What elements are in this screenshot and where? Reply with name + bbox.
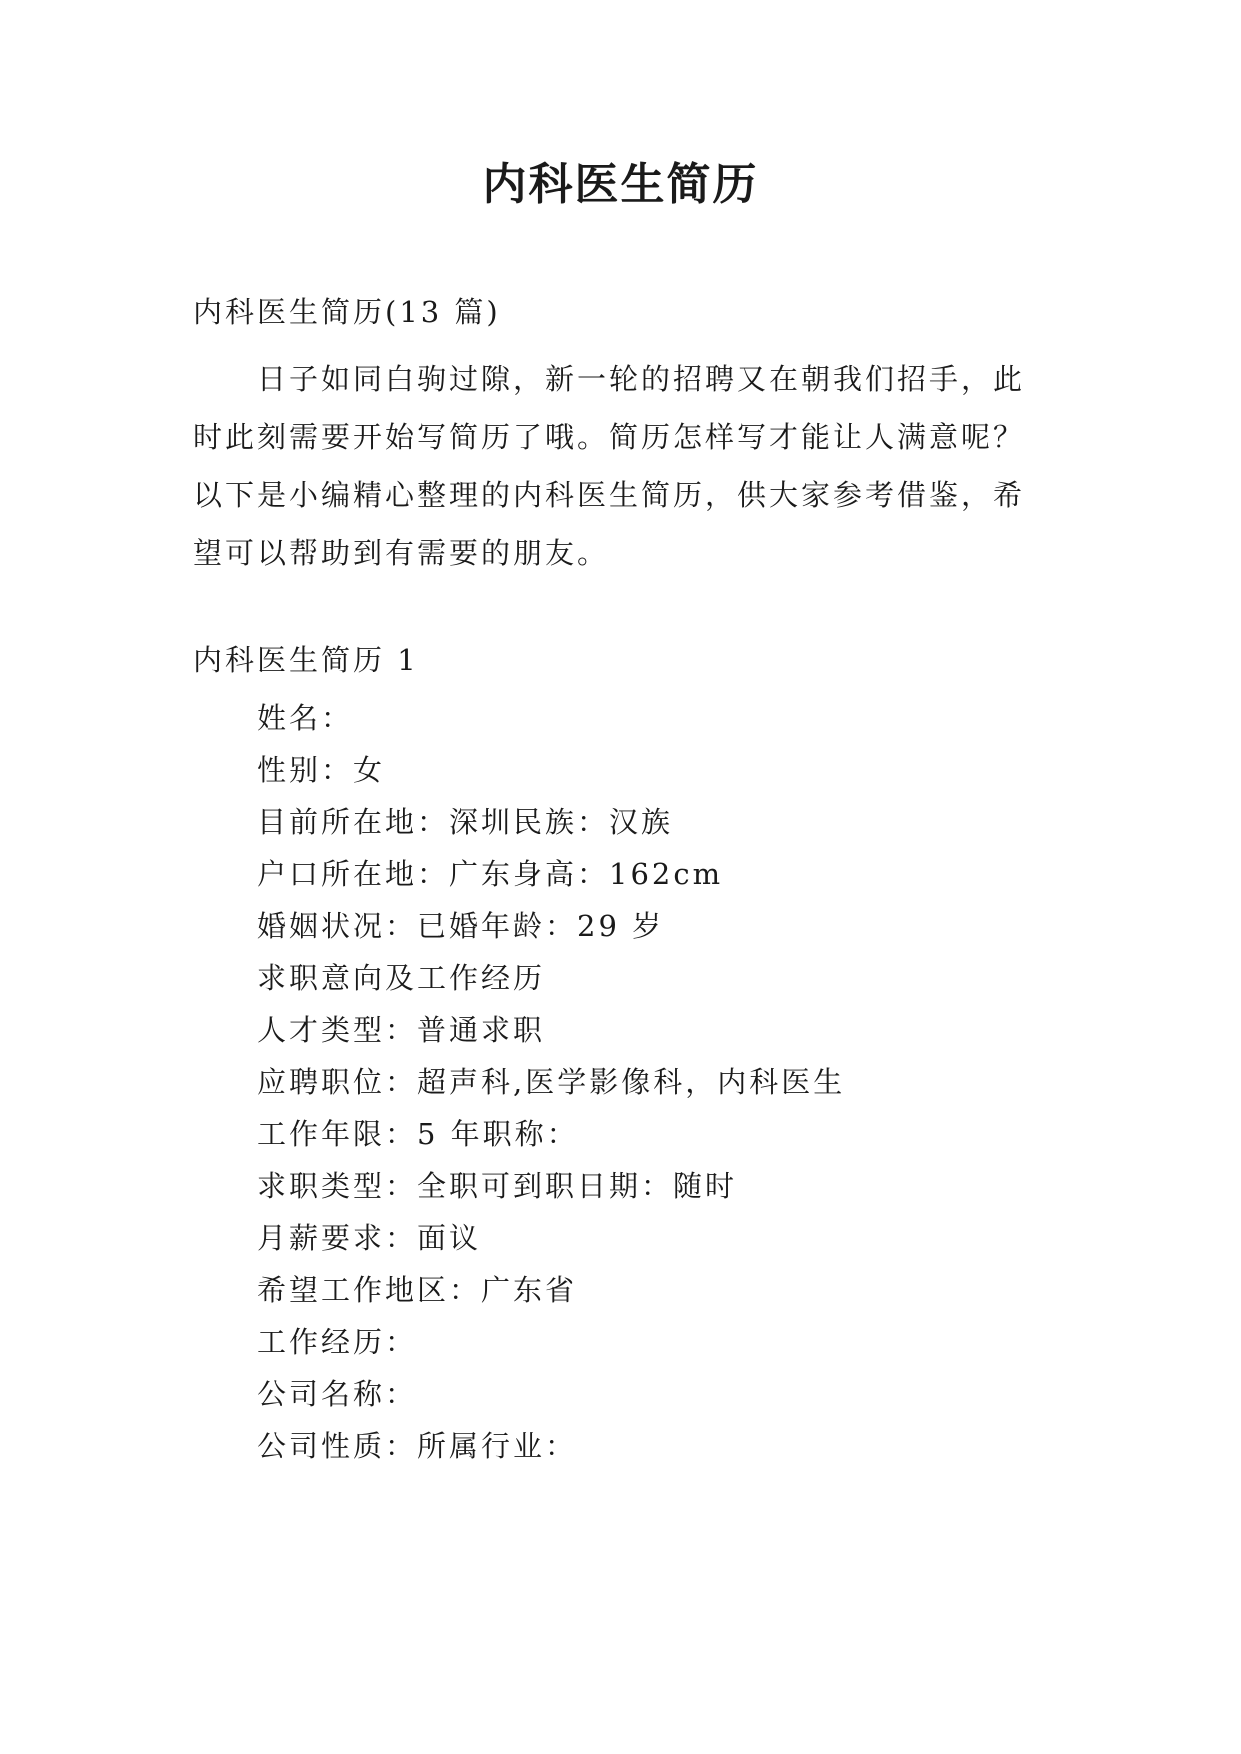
field-position: 应聘职位：超声科,医学影像科，内科医生	[257, 1065, 846, 1099]
field-job-intention-heading: 求职意向及工作经历	[257, 961, 546, 995]
field-location-ethnicity: 目前所在地：深圳民族：汉族	[257, 805, 674, 839]
field-work-experience: 工作经历：	[257, 1325, 418, 1359]
document-title: 内科医生简历	[482, 159, 759, 210]
field-salary: 月薪要求：面议	[257, 1221, 482, 1255]
field-years-title: 工作年限：5 年职称：	[257, 1117, 579, 1151]
field-company-name: 公司名称：	[257, 1377, 418, 1411]
document-subtitle: 内科医生简历(13 篇)	[193, 295, 501, 329]
field-gender: 性别：女	[257, 753, 386, 787]
field-company-nature-industry: 公司性质：所属行业：	[257, 1429, 578, 1463]
field-talent-type: 人才类型：普通求职	[257, 1013, 546, 1047]
field-work-region: 希望工作地区：广东省	[257, 1273, 578, 1307]
section-heading: 内科医生简历 1	[193, 643, 419, 677]
field-name: 姓名：	[257, 701, 354, 735]
field-marital-age: 婚姻状况：已婚年龄：29 岁	[257, 909, 665, 943]
field-hukou-height: 户口所在地：广东身高：162cm	[257, 857, 724, 891]
field-job-type-start: 求职类型：全职可到职日期：随时	[257, 1169, 738, 1203]
intro-paragraph: 日子如同白驹过隙，新一轮的招聘又在朝我们招手，此时此刻需要开始写简历了哦。简历怎样写才能让人满意呢？以下是小编精心整理的内科医生简历，供大家参考借鉴，希望可以帮助到有需要的朋友。	[193, 362, 1026, 570]
